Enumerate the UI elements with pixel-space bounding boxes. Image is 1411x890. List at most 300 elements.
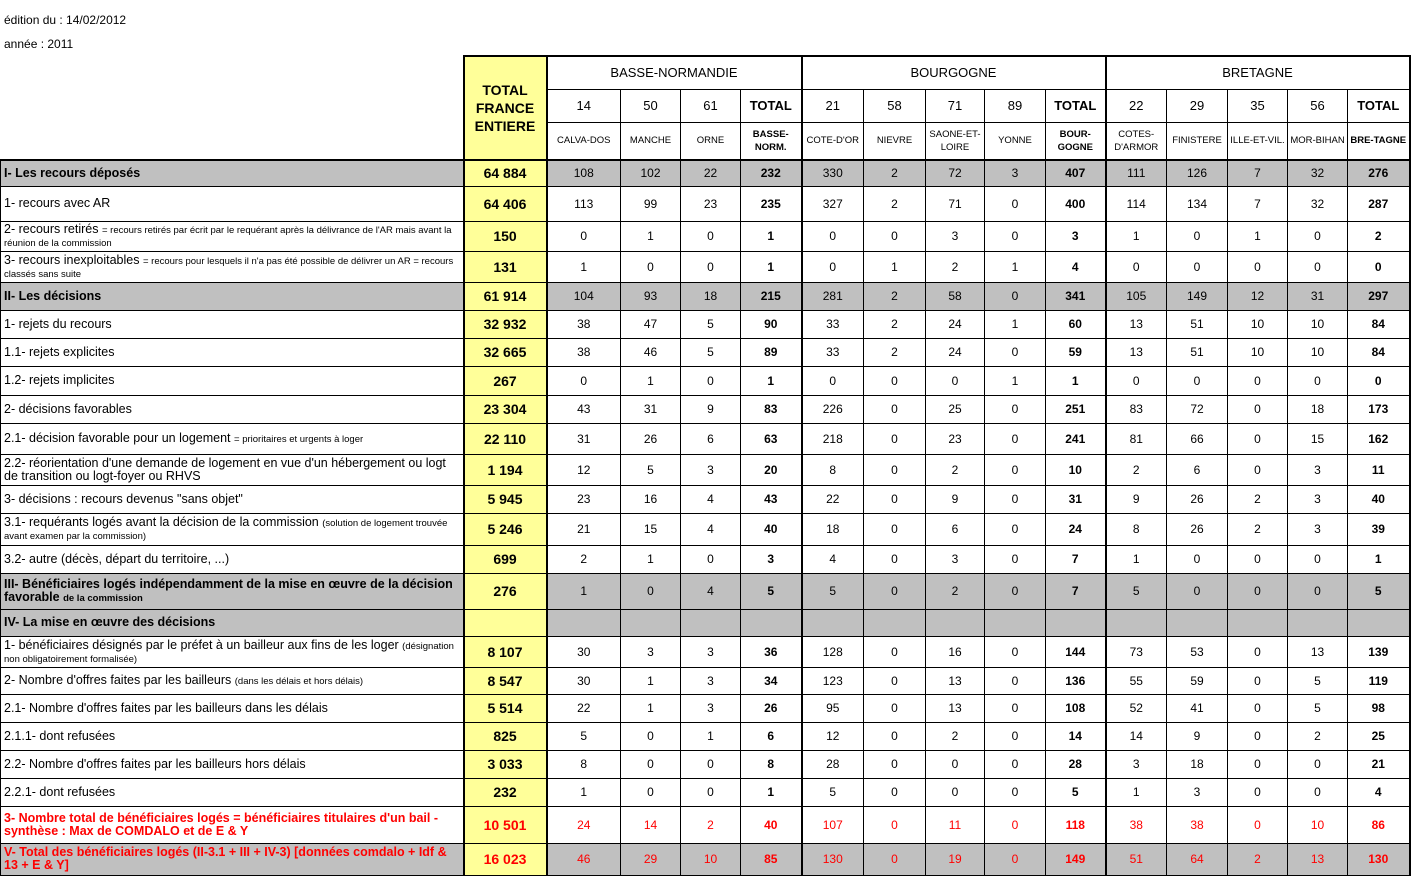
row-label-text: 2.1- décision favorable pour un logement	[4, 431, 231, 445]
value-cell: 47	[621, 310, 681, 338]
value-cell: 105	[1106, 282, 1167, 310]
value-cell: 0	[926, 366, 985, 395]
row-label-text: 3- décisions : recours devenus "sans objet"	[4, 491, 243, 506]
value-cell: 0	[864, 667, 926, 694]
value-cell: 5	[802, 778, 864, 806]
value-cell: 11	[1348, 454, 1410, 485]
value-cell: 0	[985, 513, 1046, 545]
value-cell: 38	[547, 310, 621, 338]
value-cell: 0	[547, 221, 621, 251]
value-cell: 28	[1046, 750, 1106, 778]
value-cell: 327	[802, 186, 864, 221]
value-cell: 93	[621, 282, 681, 310]
value-cell	[1046, 609, 1106, 636]
value-cell: 5	[1046, 778, 1106, 806]
value-cell: 98	[1348, 694, 1410, 722]
value-cell: 0	[864, 423, 926, 454]
table-row	[1, 251, 1410, 282]
value-cell: 13	[1288, 843, 1348, 875]
value-cell: 3	[741, 545, 802, 573]
value-cell: 0	[1228, 454, 1288, 485]
value-cell: 22	[802, 485, 864, 513]
dept-name: BASSE-NORM.	[741, 122, 802, 160]
value-cell: 102	[621, 160, 681, 186]
table-row	[1, 282, 1410, 310]
dept-name: SAONE-ET-LOIRE	[926, 122, 985, 160]
value-cell: 2	[547, 545, 621, 573]
value-cell: 111	[1106, 160, 1167, 186]
dept-code: 50	[621, 89, 681, 122]
row-label-note: = recours pour lesquels il n'a pas été possible de délivrer un AR = recours classés sans suite	[4, 255, 454, 280]
dept-name: NIEVRE	[864, 122, 926, 160]
value-cell: 6	[926, 513, 985, 545]
value-cell: 0	[1228, 667, 1288, 694]
row-label	[1, 573, 464, 609]
row-label-text: 3- Nombre total de bénéficiaires logés = bénéficiaires titulaires d'un bail - synthèse : Max de COMDALO et de E & Y	[4, 810, 438, 838]
value-cell: 1	[1348, 545, 1410, 573]
value-cell: 28	[802, 750, 864, 778]
value-cell: 144	[1046, 636, 1106, 667]
value-cell: 281	[802, 282, 864, 310]
value-cell: 14	[1046, 722, 1106, 750]
total-france-value: 699	[464, 545, 547, 573]
table-row	[1, 423, 1410, 454]
value-cell: 3	[985, 160, 1046, 186]
dept-name: COTES-D'ARMOR	[1106, 122, 1167, 160]
table-row	[1, 186, 1410, 221]
value-cell: 59	[1046, 338, 1106, 366]
value-cell: 6	[741, 722, 802, 750]
value-cell: 20	[741, 454, 802, 485]
value-cell: 215	[741, 282, 802, 310]
value-cell: 2	[864, 338, 926, 366]
row-label	[1, 806, 464, 843]
value-cell	[1348, 609, 1410, 636]
row-label	[1, 513, 464, 545]
value-cell: 10	[1288, 338, 1348, 366]
value-cell: 0	[681, 366, 741, 395]
value-cell: 0	[1228, 251, 1288, 282]
value-cell: 5	[547, 722, 621, 750]
value-cell: 0	[985, 636, 1046, 667]
total-france-value: 267	[464, 366, 547, 395]
value-cell: 73	[1106, 636, 1167, 667]
value-cell: 60	[1046, 310, 1106, 338]
value-cell: 2	[681, 806, 741, 843]
total-france-value	[464, 609, 547, 636]
total-france-value: 825	[464, 722, 547, 750]
value-cell: 0	[681, 545, 741, 573]
value-cell: 0	[864, 221, 926, 251]
value-cell: 9	[926, 485, 985, 513]
value-cell: 130	[802, 843, 864, 875]
row-label-text: 3- recours inexploitables	[4, 252, 140, 267]
value-cell: 3	[1288, 454, 1348, 485]
value-cell: 63	[741, 423, 802, 454]
value-cell: 3	[1288, 485, 1348, 513]
value-cell: 0	[864, 806, 926, 843]
value-cell: 108	[547, 160, 621, 186]
value-cell: 24	[926, 338, 985, 366]
value-cell: 2	[1228, 843, 1288, 875]
value-cell: 38	[1106, 806, 1167, 843]
value-cell: 0	[1288, 573, 1348, 609]
dept-name: ILLE-ET-VIL.	[1228, 122, 1288, 160]
value-cell: 1	[621, 694, 681, 722]
value-cell: 22	[681, 160, 741, 186]
value-cell: 0	[802, 221, 864, 251]
value-cell: 5	[681, 310, 741, 338]
value-cell: 0	[681, 750, 741, 778]
table-row	[1, 338, 1410, 366]
region-header: BASSE-NORMANDIE	[547, 56, 802, 89]
value-cell: 2	[1228, 485, 1288, 513]
row-label	[1, 251, 464, 282]
row-label-text: 1.2- rejets implicites	[4, 373, 115, 387]
value-cell: 55	[1106, 667, 1167, 694]
value-cell: 287	[1348, 186, 1410, 221]
total-france-value: 16 023	[464, 843, 547, 875]
value-cell: 8	[741, 750, 802, 778]
value-cell: 9	[1167, 722, 1228, 750]
value-cell: 0	[1167, 545, 1228, 573]
value-cell: 108	[1046, 694, 1106, 722]
value-cell: 23	[926, 423, 985, 454]
row-label	[1, 485, 464, 513]
dept-name: MANCHE	[621, 122, 681, 160]
row-label-text: 2.2- réorientation d'une demande de logement en vue d'un hébergement ou logt de transition ou logt-foyer ou RHVS	[4, 455, 446, 483]
row-label-note: (dans les délais et hors délais)	[234, 676, 364, 687]
value-cell: 38	[1167, 806, 1228, 843]
value-cell: 10	[1288, 310, 1348, 338]
value-cell: 16	[926, 636, 985, 667]
row-label	[1, 423, 464, 454]
value-cell	[621, 609, 681, 636]
value-cell: 0	[1228, 636, 1288, 667]
value-cell: 0	[1228, 423, 1288, 454]
table-row	[1, 485, 1410, 513]
data-table	[0, 55, 1411, 876]
value-cell: 0	[985, 667, 1046, 694]
value-cell: 51	[1167, 310, 1228, 338]
dept-code: 21	[802, 89, 864, 122]
total-france-value: 150	[464, 221, 547, 251]
value-cell: 5	[1106, 573, 1167, 609]
value-cell: 1	[985, 251, 1046, 282]
value-cell: 0	[547, 366, 621, 395]
value-cell: 0	[1348, 366, 1410, 395]
value-cell: 10	[1288, 806, 1348, 843]
row-label-text: II- Les décisions	[4, 288, 102, 303]
dept-code: 22	[1106, 89, 1167, 122]
value-cell: 14	[621, 806, 681, 843]
value-cell: 41	[1167, 694, 1228, 722]
value-cell	[802, 609, 864, 636]
value-cell: 12	[1228, 282, 1288, 310]
value-cell: 1	[681, 722, 741, 750]
value-cell: 0	[864, 545, 926, 573]
value-cell: 81	[1106, 423, 1167, 454]
row-label-note: de la commission	[63, 593, 143, 604]
value-cell: 30	[547, 667, 621, 694]
row-label	[1, 310, 464, 338]
value-cell	[1167, 609, 1228, 636]
value-cell: 4	[681, 485, 741, 513]
value-cell: 107	[802, 806, 864, 843]
row-label	[1, 338, 464, 366]
value-cell: 25	[1348, 722, 1410, 750]
value-cell: 13	[1106, 338, 1167, 366]
value-cell: 10	[1228, 310, 1288, 338]
value-cell: 3	[1046, 221, 1106, 251]
value-cell: 58	[926, 282, 985, 310]
value-cell: 31	[547, 423, 621, 454]
value-cell: 29	[621, 843, 681, 875]
value-cell: 0	[681, 221, 741, 251]
value-cell: 297	[1348, 282, 1410, 310]
value-cell: 72	[1167, 395, 1228, 423]
value-cell: 1	[985, 310, 1046, 338]
dept-code: TOTAL	[741, 89, 802, 122]
value-cell: 173	[1348, 395, 1410, 423]
row-label-text: 2- recours retirés	[4, 222, 99, 236]
value-cell: 0	[1167, 366, 1228, 395]
value-cell: 0	[1288, 778, 1348, 806]
value-cell: 130	[1348, 843, 1410, 875]
dept-name: CALVA-DOS	[547, 122, 621, 160]
value-cell: 46	[621, 338, 681, 366]
row-label	[1, 282, 464, 310]
value-cell: 30	[547, 636, 621, 667]
value-cell: 136	[1046, 667, 1106, 694]
value-cell: 43	[741, 485, 802, 513]
row-label-text: I- Les recours déposés	[4, 165, 141, 180]
value-cell: 4	[681, 513, 741, 545]
value-cell: 218	[802, 423, 864, 454]
value-cell: 21	[1348, 750, 1410, 778]
value-cell: 0	[864, 454, 926, 485]
value-cell: 3	[1288, 513, 1348, 545]
row-label-text: 2- décisions favorables	[4, 401, 132, 416]
dept-name: MOR-BIHAN	[1288, 122, 1348, 160]
value-cell: 2	[1228, 513, 1288, 545]
table-row	[1, 778, 1410, 806]
dept-code: 35	[1228, 89, 1288, 122]
value-cell: 15	[621, 513, 681, 545]
total-france-value: 23 304	[464, 395, 547, 423]
value-cell: 235	[741, 186, 802, 221]
value-cell: 3	[681, 454, 741, 485]
dept-name: COTE-D'OR	[802, 122, 864, 160]
value-cell: 53	[1167, 636, 1228, 667]
value-cell: 134	[1167, 186, 1228, 221]
value-cell: 2	[1106, 454, 1167, 485]
value-cell: 85	[741, 843, 802, 875]
dept-code: 58	[864, 89, 926, 122]
value-cell: 89	[741, 338, 802, 366]
value-cell: 6	[681, 423, 741, 454]
value-cell: 5	[1288, 694, 1348, 722]
value-cell: 0	[985, 573, 1046, 609]
value-cell: 0	[681, 778, 741, 806]
total-france-value: 32 932	[464, 310, 547, 338]
value-cell: 3	[681, 694, 741, 722]
value-cell: 0	[864, 750, 926, 778]
value-cell: 4	[1348, 778, 1410, 806]
region-header: BRETAGNE	[1106, 56, 1410, 89]
value-cell: 5	[802, 573, 864, 609]
value-cell: 3	[681, 667, 741, 694]
value-cell: 40	[1348, 485, 1410, 513]
row-label	[1, 609, 464, 636]
row-label	[1, 395, 464, 423]
value-cell: 0	[1288, 221, 1348, 251]
value-cell: 39	[1348, 513, 1410, 545]
value-cell: 1	[985, 366, 1046, 395]
value-cell: 8	[1106, 513, 1167, 545]
total-france-value: 5 246	[464, 513, 547, 545]
value-cell: 341	[1046, 282, 1106, 310]
value-cell: 0	[864, 722, 926, 750]
row-label-note: (désignation non obligatoirement formalisée)	[4, 640, 454, 665]
value-cell: 118	[1046, 806, 1106, 843]
total-france-value: 5 945	[464, 485, 547, 513]
table-row	[1, 667, 1410, 694]
value-cell: 0	[1228, 366, 1288, 395]
table-row	[1, 513, 1410, 545]
value-cell: 43	[547, 395, 621, 423]
value-cell: 72	[926, 160, 985, 186]
value-cell: 59	[1167, 667, 1228, 694]
total-france-value: 8 107	[464, 636, 547, 667]
value-cell	[681, 609, 741, 636]
table-row	[1, 636, 1410, 667]
row-label	[1, 667, 464, 694]
value-cell: 0	[1228, 806, 1288, 843]
value-cell: 83	[741, 395, 802, 423]
value-cell: 400	[1046, 186, 1106, 221]
value-cell: 0	[985, 221, 1046, 251]
value-cell: 0	[864, 843, 926, 875]
value-cell: 114	[1106, 186, 1167, 221]
value-cell: 0	[985, 694, 1046, 722]
value-cell: 2	[864, 282, 926, 310]
dept-code: 56	[1288, 89, 1348, 122]
value-cell: 0	[621, 722, 681, 750]
value-cell: 0	[1288, 366, 1348, 395]
value-cell: 1	[741, 251, 802, 282]
dept-name: BRE-TAGNE	[1348, 122, 1410, 160]
value-cell: 7	[1228, 186, 1288, 221]
value-cell: 0	[985, 485, 1046, 513]
value-cell: 1	[621, 667, 681, 694]
value-cell: 14	[1106, 722, 1167, 750]
dept-code: 89	[985, 89, 1046, 122]
value-cell: 13	[1288, 636, 1348, 667]
row-label	[1, 366, 464, 395]
value-cell: 52	[1106, 694, 1167, 722]
value-cell: 0	[864, 485, 926, 513]
value-cell: 1	[741, 221, 802, 251]
value-cell: 0	[802, 366, 864, 395]
value-cell: 9	[1106, 485, 1167, 513]
row-label	[1, 722, 464, 750]
value-cell: 95	[802, 694, 864, 722]
table-row	[1, 395, 1410, 423]
value-cell: 64	[1167, 843, 1228, 875]
total-france-value: 22 110	[464, 423, 547, 454]
value-cell: 0	[1228, 395, 1288, 423]
value-cell: 149	[1046, 843, 1106, 875]
total-france-value: 8 547	[464, 667, 547, 694]
row-label	[1, 843, 464, 875]
value-cell: 3	[926, 545, 985, 573]
value-cell	[1228, 609, 1288, 636]
total-france-value: 64 884	[464, 160, 547, 186]
value-cell: 0	[864, 694, 926, 722]
value-cell: 2	[926, 454, 985, 485]
edition-date: édition du : 14/02/2012	[4, 13, 127, 27]
row-label	[1, 694, 464, 722]
value-cell: 18	[1167, 750, 1228, 778]
row-label-text: 1- rejets du recours	[4, 316, 112, 331]
value-cell: 1	[1106, 778, 1167, 806]
value-cell: 0	[1228, 694, 1288, 722]
table-row	[1, 310, 1410, 338]
value-cell: 24	[1046, 513, 1106, 545]
total-france-value: 131	[464, 251, 547, 282]
row-label-text: 2.2- Nombre d'offres faites par les bailleurs hors délais	[4, 756, 306, 771]
value-cell: 0	[926, 778, 985, 806]
value-cell: 33	[802, 338, 864, 366]
table-row	[1, 545, 1410, 573]
table-row	[1, 694, 1410, 722]
region-header: BOURGOGNE	[802, 56, 1106, 89]
row-label	[1, 454, 464, 485]
total-france-value: 1 194	[464, 454, 547, 485]
value-cell: 26	[1167, 513, 1228, 545]
row-label-note: = recours retirés par écrit par le requérant après la délivrance de l'AR mais avant la réunion de la commission	[4, 225, 452, 249]
table-row	[1, 221, 1410, 251]
value-cell	[864, 609, 926, 636]
total-france-value: 64 406	[464, 186, 547, 221]
value-cell: 232	[741, 160, 802, 186]
value-cell: 1	[1106, 221, 1167, 251]
total-france-value: 3 033	[464, 750, 547, 778]
value-cell: 31	[621, 395, 681, 423]
value-cell: 38	[547, 338, 621, 366]
value-cell: 0	[985, 750, 1046, 778]
value-cell: 0	[864, 778, 926, 806]
header-spacer	[1, 56, 464, 160]
value-cell: 13	[1106, 310, 1167, 338]
row-label	[1, 160, 464, 186]
total-france-value: 276	[464, 573, 547, 609]
dept-code: 71	[926, 89, 985, 122]
table-row	[1, 843, 1410, 875]
dept-code: 61	[681, 89, 741, 122]
row-label-text: III- Bénéficiaires logés indépendamment de la mise en œuvre de la décision favorable	[4, 577, 453, 604]
value-cell: 0	[985, 722, 1046, 750]
value-cell: 1	[1046, 366, 1106, 395]
value-cell: 5	[681, 338, 741, 366]
value-cell: 4	[681, 573, 741, 609]
value-cell: 123	[802, 667, 864, 694]
value-cell: 0	[985, 338, 1046, 366]
value-cell: 3	[926, 221, 985, 251]
value-cell: 46	[547, 843, 621, 875]
value-cell: 12	[802, 722, 864, 750]
